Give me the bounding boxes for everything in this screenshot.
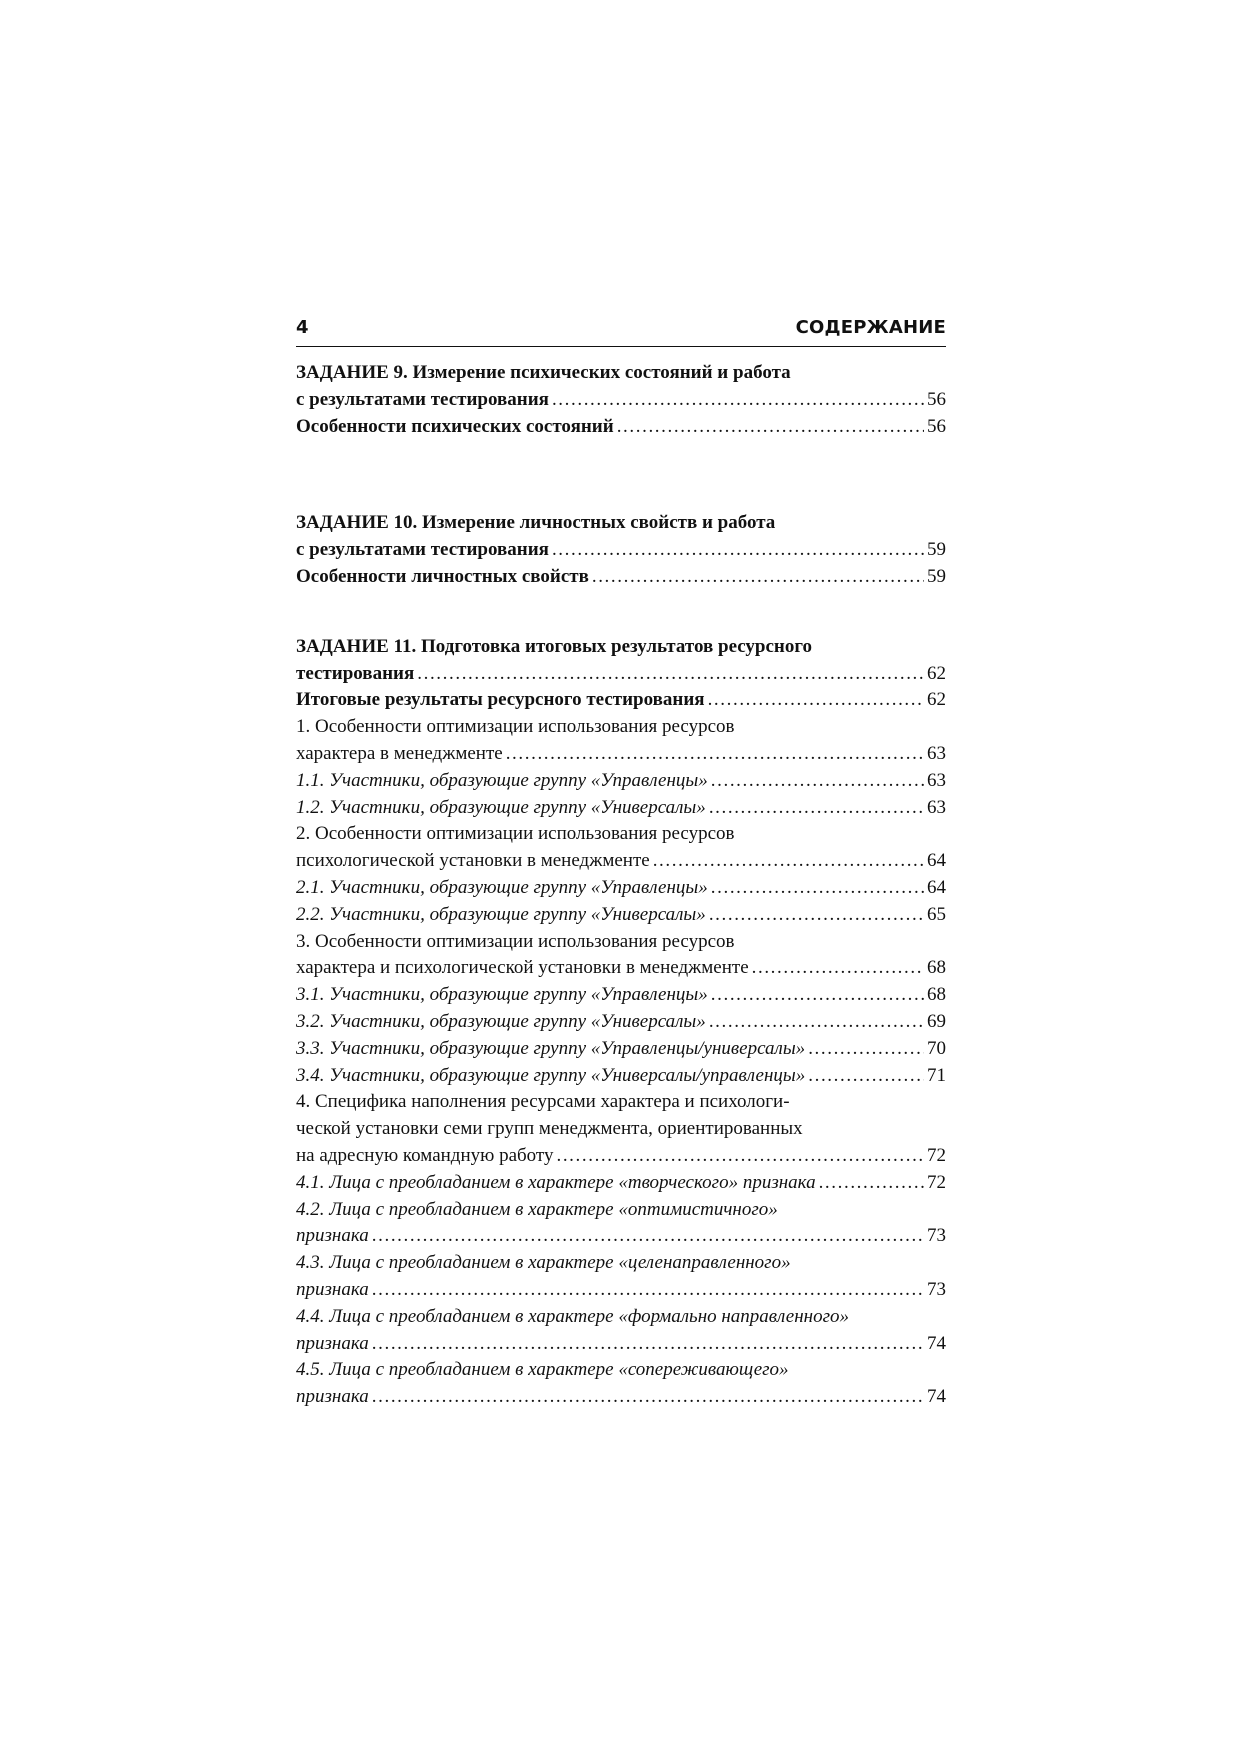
toc-entry-text: признака xyxy=(296,1278,369,1300)
dot-leader xyxy=(592,564,924,591)
toc-entry-text: тестирования xyxy=(296,662,415,684)
toc-entry xyxy=(296,1277,946,1304)
toc-entry-text: 1.2. Участники, образующие группу «Универсалы» xyxy=(296,796,706,818)
toc-page-number: 70 xyxy=(927,1037,946,1059)
toc-entry-text: Особенности психических состояний xyxy=(296,415,614,437)
toc-entry-text: характера и психологической установки в менеджменте xyxy=(296,957,749,979)
toc-page-number: 72 xyxy=(927,1144,946,1166)
toc-entry-text: с результатами тестирования xyxy=(296,539,549,561)
toc-page-number: 72 xyxy=(927,1171,946,1193)
toc-entry-text: признака xyxy=(296,1386,369,1408)
section-title: СОДЕРЖАНИЕ xyxy=(795,317,946,338)
toc-entry xyxy=(296,687,946,714)
toc-entry-text: Особенности личностных свойств xyxy=(296,565,589,587)
toc-entry-text: характера в менеджменте xyxy=(296,742,503,764)
toc-entry-text: на адресную командную работу xyxy=(296,1144,554,1166)
dot-leader xyxy=(372,1223,924,1250)
toc-entry-title: 4.4. Лица с преобладанием в характере «формально направленного» xyxy=(296,1305,849,1327)
toc-page-number: 56 xyxy=(927,388,946,410)
toc-entry xyxy=(296,955,946,982)
toc-entry-title: 4.2. Лица с преобладанием в характере «оптимистичного» xyxy=(296,1198,778,1220)
toc-entry xyxy=(296,848,946,875)
dot-leader xyxy=(709,902,924,929)
toc-page-number: 62 xyxy=(927,689,946,711)
dot-leader xyxy=(708,687,924,714)
toc-entry-text: Итоговые результаты ресурсного тестирования xyxy=(296,689,705,711)
dot-leader xyxy=(709,1009,924,1036)
toc-page-number: 59 xyxy=(927,539,946,561)
toc-entry xyxy=(296,1063,946,1090)
toc-page-number: 65 xyxy=(927,903,946,925)
dot-leader xyxy=(617,414,924,441)
toc-section-4-title-cont: ческой установки семи групп менеджмента, ориентированных xyxy=(296,1118,803,1140)
toc-entry-title: 4.3. Лица с преобладанием в характере «целенаправленного» xyxy=(296,1252,791,1274)
dot-leader xyxy=(711,982,924,1009)
toc-task-9-title: ЗАДАНИЕ 9. Измерение психических состояний и работа xyxy=(296,362,791,383)
toc-page-number: 73 xyxy=(927,1225,946,1247)
toc-page-number: 68 xyxy=(927,957,946,979)
toc-page-number: 62 xyxy=(927,662,946,684)
toc-section-3-title: 3. Особенности оптимизации использования ресурсов xyxy=(296,930,735,952)
toc-task-11 xyxy=(296,634,946,1411)
toc-entry xyxy=(296,1009,946,1036)
dot-leader xyxy=(372,1384,924,1411)
dot-leader xyxy=(709,795,924,822)
toc-entry-text: 2.1. Участники, образующие группу «Управленцы» xyxy=(296,876,708,898)
toc-page-number: 63 xyxy=(927,796,946,818)
toc-entry xyxy=(296,1384,946,1411)
toc-entry xyxy=(296,661,946,688)
toc-entry-text: 4.1. Лица с преобладанием в характере «творческого» признака xyxy=(296,1171,816,1193)
toc-entry xyxy=(296,387,946,414)
dot-leader xyxy=(808,1036,924,1063)
dot-leader xyxy=(552,537,924,564)
toc-task-9 xyxy=(296,360,946,440)
dot-leader xyxy=(506,741,924,768)
toc-entry-text: признака xyxy=(296,1332,369,1354)
toc-entry xyxy=(296,414,946,441)
toc-page-number: 63 xyxy=(927,769,946,791)
toc-task-11-title: ЗАДАНИЕ 11. Подготовка итоговых результатов ресурсного xyxy=(296,635,813,657)
dot-leader xyxy=(711,768,924,795)
toc-entry-text: 3.1. Участники, образующие группу «Управленцы» xyxy=(296,984,708,1006)
toc-entry xyxy=(296,537,946,564)
dot-leader xyxy=(819,1170,924,1197)
toc-page-number: 73 xyxy=(927,1278,946,1300)
toc-page-number: 56 xyxy=(927,415,946,437)
toc-entry xyxy=(296,741,946,768)
dot-leader xyxy=(417,661,924,688)
toc-entry-title: 4.5. Лица с преобладанием в характере «сопереживающего» xyxy=(296,1359,789,1381)
toc-entry-text: признака xyxy=(296,1225,369,1247)
toc-entry xyxy=(296,795,946,822)
dot-leader xyxy=(372,1277,924,1304)
dot-leader xyxy=(752,955,924,982)
toc-entry xyxy=(296,768,946,795)
toc-page-number: 74 xyxy=(927,1332,946,1354)
toc-entry xyxy=(296,1143,946,1170)
toc-entry xyxy=(296,982,946,1009)
dot-leader xyxy=(372,1331,924,1358)
toc-section-2-title: 2. Особенности оптимизации использования ресурсов xyxy=(296,823,735,845)
toc-entry-text: 3.2. Участники, образующие группу «Универсалы» xyxy=(296,1010,706,1032)
running-header xyxy=(296,314,946,347)
toc-task-10-title: ЗАДАНИЕ 10. Измерение личностных свойств и работа xyxy=(296,512,776,534)
toc-section-1-title: 1. Особенности оптимизации использования ресурсов xyxy=(296,716,735,738)
toc-entry xyxy=(296,564,946,591)
dot-leader xyxy=(711,875,924,902)
table-of-contents xyxy=(296,360,946,1411)
toc-page-number: 59 xyxy=(927,565,946,587)
toc-entry-text: с результатами тестирования xyxy=(296,388,549,410)
toc-section-4-title: 4. Специфика наполнения ресурсами характера и психологи- xyxy=(296,1091,790,1113)
toc-entry xyxy=(296,875,946,902)
toc-page-number: 63 xyxy=(927,742,946,764)
toc-page-number: 69 xyxy=(927,1010,946,1032)
dot-leader xyxy=(653,848,924,875)
toc-page-number: 64 xyxy=(927,876,946,898)
toc-entry xyxy=(296,1170,946,1197)
toc-entry xyxy=(296,902,946,929)
toc-task-10 xyxy=(296,510,946,590)
toc-entry xyxy=(296,1036,946,1063)
toc-page-number: 64 xyxy=(927,850,946,872)
toc-page-number: 74 xyxy=(927,1386,946,1408)
toc-entry-text: 3.3. Участники, образующие группу «Управленцы/универсалы» xyxy=(296,1037,806,1059)
toc-entry-text: 2.2. Участники, образующие группу «Универсалы» xyxy=(296,903,706,925)
toc-entry-text: психологической установки в менеджменте xyxy=(296,850,650,872)
toc-page-number: 71 xyxy=(927,1064,946,1086)
toc-page-number: 68 xyxy=(927,984,946,1006)
dot-leader xyxy=(552,387,924,414)
toc-entry-text: 1.1. Участники, образующие группу «Управленцы» xyxy=(296,769,708,791)
toc-entry xyxy=(296,1331,946,1358)
toc-entry xyxy=(296,1223,946,1250)
dot-leader xyxy=(808,1063,924,1090)
dot-leader xyxy=(556,1143,924,1170)
toc-entry-text: 3.4. Участники, образующие группу «Универсалы/управленцы» xyxy=(296,1064,806,1086)
page-number: 4 xyxy=(296,317,309,338)
